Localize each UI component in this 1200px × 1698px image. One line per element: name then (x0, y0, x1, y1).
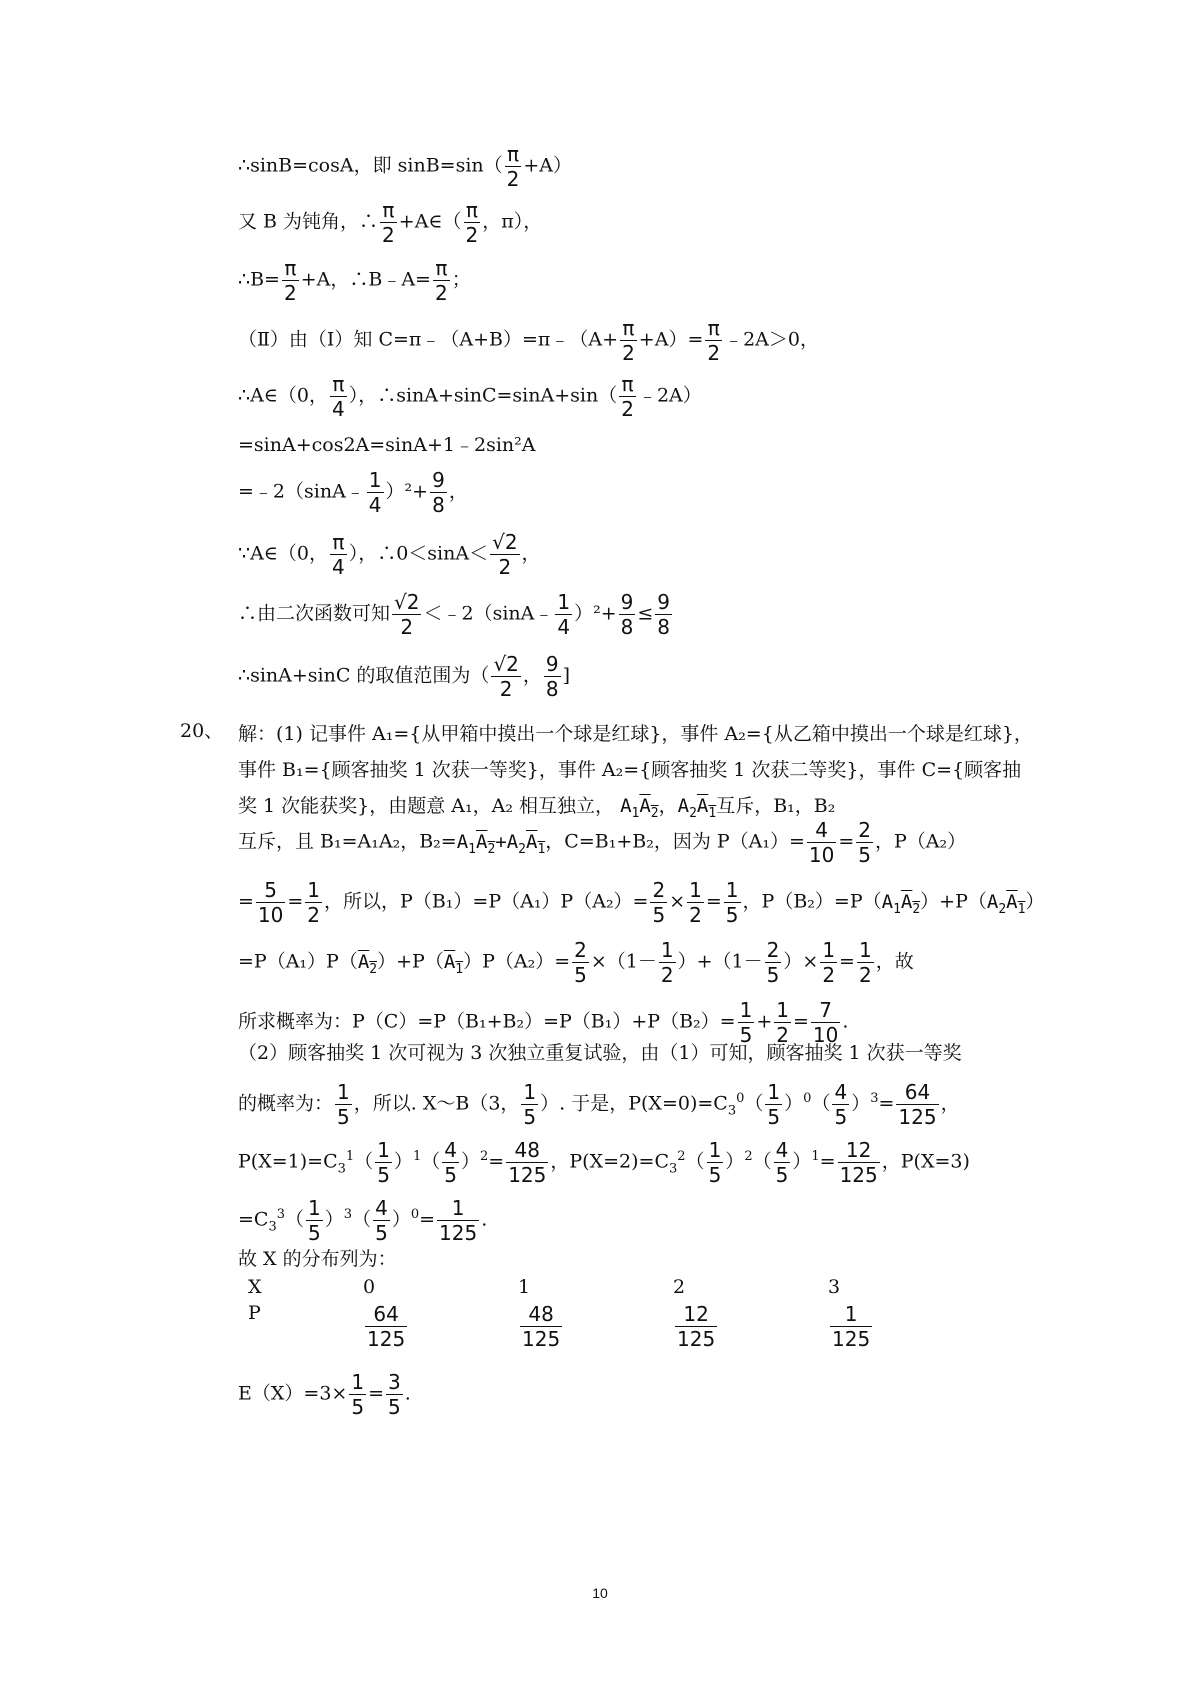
fraction: $\frac{4}{5}$ (834, 1080, 848, 1129)
x-value: 1 (518, 1276, 531, 1298)
fraction: $\frac{1}{4}$ (557, 590, 571, 639)
text: ∵A∈（0， (238, 542, 328, 565)
text: ﹣2A＞0， (724, 328, 819, 351)
q20-line-9: $=C_3^3$（ $\frac{1}{5}$ ）$^3$（ $\frac{4}{5}$ ）$^0$= $\frac{1}{125}$ . (238, 1196, 488, 1245)
text: ∴A∈（0， (238, 384, 328, 407)
fraction: $\frac{\pi}{2}$ (707, 316, 721, 365)
math: $A_2$ (357, 950, 378, 977)
text: ，C=B₁+B₂，因为 P（A₁）= (545, 830, 805, 853)
text: ，P(X=2)=C (550, 1150, 669, 1173)
text: 故 X 的分布列为： (238, 1248, 397, 1270)
text: ， (522, 664, 542, 687)
p-value: $\frac{12}{125}$ (677, 1302, 716, 1351)
math: $A_2A_1$ (986, 890, 1026, 917)
q20-line-3: = $\frac{5}{10}$ = $\frac{1}{2}$ ，所以，P（B₁）=P（A₁）P（A₂）= $\frac{2}{5}$ × $\frac{1}{2}$ = $\frac{1}{5}$ ，$P(B_2)=P(A_1A_2)+P(A_2A_1)$ (238, 878, 1045, 927)
fraction: $\frac{4}{5}$ (444, 1138, 457, 1187)
x-value: 3 (828, 1276, 841, 1298)
question-number: 20、 (180, 720, 224, 742)
text: ）P（A₂）= (463, 950, 571, 973)
fraction: $\frac{\pi}{2}$ (622, 316, 635, 365)
fraction: $\frac{9}{8}$ (657, 590, 671, 639)
line-1 (238, 142, 572, 191)
fraction: $\frac{1}{125}$ (439, 1196, 478, 1245)
text: ，所以，P（B₁）=P（A₁）P（A₂）= (324, 890, 649, 913)
line-2 (238, 198, 542, 247)
x-value: 2 (673, 1276, 686, 1298)
line-10 (238, 652, 570, 701)
text: （2）顾客抽奖 1 次可视为 3 次独立重复试验，由（1）可知，顾客抽奖 1 次获一等奖 (238, 1042, 962, 1064)
line-5 (238, 372, 702, 421)
text: P(X=1)=C (238, 1150, 338, 1173)
text: 的概率为： (238, 1092, 334, 1115)
fraction: $\frac{5}{10}$ (257, 878, 284, 927)
text: +A）= (638, 328, 704, 351)
x-value: 0 (363, 1276, 376, 1298)
fraction: $\frac{2}{5}$ (574, 938, 587, 987)
text: 所求概率为：P（C）=P（B₁+B₂）=P（B₁）+P（B₂）= (238, 1010, 736, 1033)
text: ）+（1－ (677, 950, 763, 973)
fraction: $\frac{1}{5}$ (708, 1138, 722, 1187)
fraction: $\frac{\pi}{2}$ (382, 198, 395, 247)
text: ； (451, 268, 471, 291)
text: ∴sinA+sinC 的取值范围为（ (238, 664, 490, 687)
fraction: $\frac{3}{5}$ (387, 1370, 401, 1419)
fraction: $\frac{1}{2}$ (858, 938, 872, 987)
line-7 (238, 468, 468, 517)
text: ×（1－ (590, 950, 657, 973)
text: = (238, 890, 254, 913)
text: ∴sinB=cosA，即 sinB=sin（ (238, 154, 503, 177)
text: =P（A₁）P（ (238, 950, 358, 973)
text: ，所以. X～B（3， (353, 1092, 520, 1115)
fraction: $\frac{1}{5}$ (351, 1370, 365, 1419)
line-6 (238, 432, 535, 458)
fraction: $\frac{1}{5}$ (308, 1196, 321, 1245)
q20-line-10 (238, 1246, 397, 1272)
p-value: $\frac{1}{125}$ (832, 1302, 871, 1351)
fraction: $\frac{1}{5}$ (523, 1080, 537, 1129)
page-number: 10 (592, 1585, 608, 1601)
fraction: $\frac{4}{10}$ (808, 818, 835, 867)
fraction: $\frac{1}{2}$ (660, 938, 674, 987)
text: . (404, 1382, 411, 1405)
fraction: $\frac{1}{5}$ (739, 998, 753, 1047)
text: E（X）=3× (238, 1382, 348, 1405)
line-8 (238, 530, 541, 579)
text: 互斥，B₁，B₂ (716, 795, 836, 817)
fraction: $\frac{2}{5}$ (652, 878, 666, 927)
math: $A_1A_2$ (881, 890, 921, 917)
text: ﹣2A） (637, 384, 702, 407)
fraction: $\frac{1}{5}$ (337, 1080, 350, 1129)
text: =C (238, 1208, 269, 1231)
text: ）²+ (574, 602, 617, 625)
text: ∴由二次函数可知 (238, 602, 391, 625)
fraction: $\frac{√2}{2}$ (394, 590, 420, 639)
distribution-table (248, 1276, 983, 1355)
fraction: $\frac{1}{2}$ (776, 998, 789, 1047)
q20-line-2: 互斥，且 B₁=A₁A₂，$B_2=A_1A_2+A_2A_1$，C=B₁+B₂，因为 P（A₁）= $\frac{4}{10}$ = $\frac{2}{5}$ ，P（A₂） (238, 818, 967, 867)
text: =sinA+cos2A=sinA+1﹣2sin²A (238, 434, 536, 456)
x-label: X (248, 1276, 262, 1298)
fraction: $\frac{√2}{2}$ (493, 652, 519, 701)
text: ∴B= (238, 268, 280, 291)
fraction: $\frac{9}{8}$ (620, 590, 634, 639)
fraction: $\frac{1}{5}$ (725, 878, 739, 927)
fraction: $\frac{2}{5}$ (766, 938, 780, 987)
fraction: $\frac{4}{5}$ (375, 1196, 388, 1245)
text: =﹣2（sinA﹣ (238, 480, 365, 503)
text: ，故 (875, 950, 914, 973)
text: ，P（B₂）=P（ (742, 890, 882, 913)
text: ），∴0＜sinA＜ (348, 542, 489, 565)
text: （Ⅱ）由（Ⅰ）知 C=π﹣（A+B）=π﹣（A+ (238, 328, 619, 351)
text: 解：(1) 记事件 A₁={从甲箱中摸出一个球是红球}，事件 A₂={从乙箱中摸出一个球是红球}，事件 B₁={顾客抽奖 1 次获一等奖}，事件 A₂={顾客抽奖 1 次获二等奖}，事件 C={顾客抽奖 1 次能获奖}，由题意 A₁，A₂ 相互独立， (238, 723, 1033, 817)
math: $A_1$ (443, 950, 464, 977)
fraction: $\frac{2}{5}$ (858, 818, 872, 867)
fraction: $\frac{1}{2}$ (689, 878, 702, 927)
text: ）+P（ (920, 890, 987, 913)
expectation-line: E（X）=3× $\frac{1}{5}$ = $\frac{3}{5}$ . (238, 1370, 411, 1419)
fraction: $\frac{√2}{2}$ (492, 530, 518, 579)
q20-line-8: $P(X=1)=C_3^1$（ $\frac{1}{5}$ ）$^1$（ $\frac{4}{5}$ ）$^2$= $\frac{48}{125}$ ，$P(X=2)=C_3^2$（ $\frac{1}{5}$ ）$^2$（ $\frac{4}{5}$ ）$^1$= $\frac{12}{125}$ ，P(X=3) (238, 1138, 970, 1187)
fraction: $\frac{1}{5}$ (767, 1080, 781, 1129)
fraction: $\frac{4}{5}$ (775, 1138, 789, 1187)
fraction: $\frac{12}{125}$ (839, 1138, 878, 1187)
line-3 (238, 256, 471, 305)
text: ）. 于是，P(X=0)=C (540, 1092, 728, 1115)
text: ），∴sinA+sinC=sinA+sin（ (348, 384, 618, 407)
fraction: $\frac{\pi}{2}$ (506, 142, 520, 191)
q20-paragraph-1 (238, 716, 1038, 832)
q20-line-7: 的概率为： $\frac{1}{5}$ ，所以. X～B（3， $\frac{1}{5}$ ）. 于是，$P(X=0)=C_3^0$（ $\frac{1}{5}$ ）$^0$（ $\frac{4}{5}$ ）$^3$= $\frac{64}{125}$ ， (238, 1080, 960, 1129)
fraction: $\frac{1}{2}$ (822, 938, 836, 987)
text: +A） (523, 154, 573, 177)
text: ] (562, 664, 571, 687)
text: . (842, 1010, 849, 1033)
math: $A_1A_2$，$A_2A_1$ (620, 795, 717, 821)
q20-line-6 (238, 1040, 962, 1066)
text: ）+P（ (377, 950, 444, 973)
text: ， (521, 542, 541, 565)
text: ，P(X=3) (881, 1150, 970, 1173)
fraction: $\frac{\pi}{2}$ (283, 256, 297, 305)
fraction: $\frac{\pi}{4}$ (331, 372, 345, 421)
text: ≤ (637, 602, 654, 625)
text: ，π）， (482, 210, 543, 233)
text: 互斥，且 B₁=A₁A₂，B₂= (238, 830, 457, 853)
fraction: $\frac{64}{125}$ (898, 1080, 937, 1129)
fraction: $\frac{9}{8}$ (545, 652, 559, 701)
line-4 (238, 316, 819, 365)
fraction: $\frac{9}{8}$ (432, 468, 445, 517)
text: ＜﹣2（sinA﹣ (423, 602, 554, 625)
fraction: $\frac{\pi}{2}$ (465, 198, 479, 247)
table-row (248, 1276, 983, 1302)
text: ） (1025, 890, 1045, 913)
p-value: $\frac{64}{125}$ (367, 1302, 406, 1351)
fraction: $\frac{1}{5}$ (377, 1138, 390, 1187)
table-row (248, 1302, 983, 1355)
p-value: $\frac{48}{125}$ (522, 1302, 561, 1351)
text: +A，∴B﹣A= (300, 268, 431, 291)
math: $A_1A_2+A_2A_1$ (456, 830, 546, 857)
line-9 (238, 590, 674, 639)
text: ）²+ (385, 480, 429, 503)
fraction: $\frac{\pi}{2}$ (621, 372, 634, 421)
text: ）× (783, 950, 819, 973)
q20-line-5: 所求概率为：P（C）=P（B₁+B₂）=P（B₁）+P（B₂）= $\frac{1}{5}$ + $\frac{1}{2}$ = $\frac{7}{10}$ . (238, 998, 849, 1047)
fraction: $\frac{1}{4}$ (368, 468, 382, 517)
text: ， (448, 480, 468, 503)
fraction: $\frac{\pi}{2}$ (434, 256, 448, 305)
fraction: $\frac{\pi}{4}$ (331, 530, 345, 579)
p-label: P (248, 1302, 261, 1324)
fraction: $\frac{7}{10}$ (812, 998, 839, 1047)
text: +A∈（ (398, 210, 462, 233)
text: 又 B 为钝角，∴ (238, 210, 379, 233)
text: ，P（A₂） (875, 830, 967, 853)
q20-line-4: $=P(A_1)P(A_2)+P(A_1)P(A_2)=$ $\frac{2}{5}$ ×（1－ $\frac{1}{2}$ ）+（1－ $\frac{2}{5}$ ）× $\frac{1}{2}$ = $\frac{1}{2}$ ，故 (238, 938, 914, 987)
fraction: $\frac{1}{2}$ (307, 878, 321, 927)
fraction: $\frac{48}{125}$ (508, 1138, 547, 1187)
